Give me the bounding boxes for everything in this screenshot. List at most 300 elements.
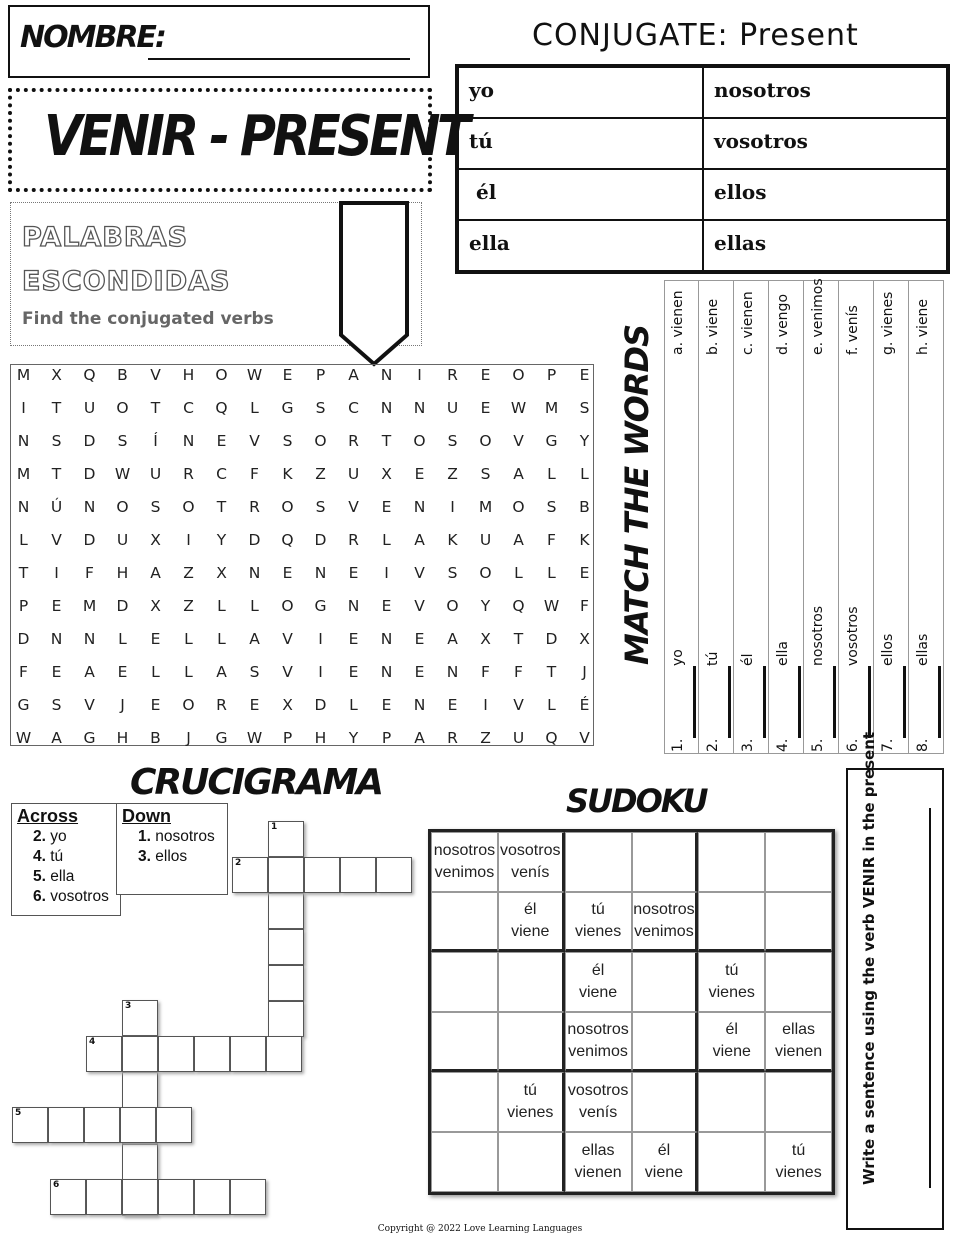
crossword-cell[interactable] <box>268 965 304 1001</box>
word-search-letter[interactable]: E <box>348 663 359 681</box>
word-search-letter[interactable]: R <box>216 696 227 714</box>
conjugation-cell[interactable]: tú <box>458 118 703 169</box>
word-search-letter[interactable]: P <box>546 366 557 384</box>
crossword-cell[interactable] <box>304 857 340 893</box>
conjugation-cell[interactable]: ellos <box>703 169 947 220</box>
word-search-letter[interactable]: O <box>446 597 459 615</box>
crossword-cell[interactable] <box>122 1036 158 1072</box>
sudoku-cell[interactable] <box>498 832 565 892</box>
sudoku-cell[interactable] <box>765 952 832 1012</box>
word-search-letter[interactable]: V <box>414 564 425 582</box>
conjugation-cell[interactable]: vosotros <box>703 118 947 169</box>
word-search-letter[interactable]: O <box>182 696 195 714</box>
word-search-letter[interactable]: E <box>414 465 425 483</box>
sudoku-cell[interactable] <box>698 1012 765 1072</box>
conjugation-cell[interactable]: ella <box>458 220 703 271</box>
word-search-letter[interactable]: F <box>85 564 94 582</box>
word-search-letter[interactable]: S <box>249 663 260 681</box>
crossword-cell[interactable] <box>194 1036 230 1072</box>
crossword-cell[interactable] <box>122 1179 158 1215</box>
word-search-letter[interactable]: B <box>117 366 128 384</box>
word-search-letter[interactable]: E <box>348 630 359 648</box>
word-search-letter[interactable]: T <box>51 399 62 417</box>
word-search-letter[interactable]: Q <box>281 531 294 549</box>
word-search-letter[interactable]: D <box>83 432 96 450</box>
sudoku-cell[interactable] <box>431 952 498 1012</box>
word-search-letter[interactable]: I <box>450 498 455 516</box>
word-search-letter[interactable]: B <box>579 498 590 516</box>
word-search-letter[interactable]: Y <box>216 531 227 549</box>
sudoku-cell[interactable] <box>632 1012 699 1072</box>
sudoku-cell[interactable] <box>632 832 699 892</box>
word-search-letter[interactable]: G <box>17 696 30 714</box>
word-search-letter[interactable]: I <box>318 630 323 648</box>
match-number: 4. <box>775 738 791 752</box>
word-search-letter[interactable]: O <box>116 399 129 417</box>
match-answer-line[interactable] <box>693 666 696 738</box>
word-search-letter[interactable]: G <box>83 729 96 747</box>
word-search-letter[interactable]: N <box>314 564 327 582</box>
word-search-letter[interactable]: Q <box>215 399 228 417</box>
word-search-letter[interactable]: E <box>579 366 590 384</box>
word-search-letter[interactable]: O <box>512 366 525 384</box>
word-search-letter[interactable]: Y <box>480 597 491 615</box>
word-search-letter[interactable]: N <box>83 498 96 516</box>
sudoku-cell[interactable] <box>632 892 699 952</box>
crossword-cell[interactable] <box>266 1036 302 1072</box>
word-search-letter[interactable]: N <box>50 630 63 648</box>
word-search-letter[interactable]: V <box>348 498 359 516</box>
crossword-cell[interactable] <box>340 857 376 893</box>
word-search-letter[interactable]: N <box>380 366 393 384</box>
word-search-letter[interactable]: C <box>348 399 359 417</box>
word-search-letter[interactable]: M <box>544 399 559 417</box>
word-search-letter[interactable]: Z <box>480 729 491 747</box>
word-search-letter[interactable]: L <box>118 630 127 648</box>
word-search-letter[interactable]: V <box>513 696 524 714</box>
word-search-letter[interactable]: V <box>150 366 161 384</box>
word-search-letter[interactable]: Z <box>315 465 326 483</box>
word-search-letter[interactable]: N <box>413 696 426 714</box>
word-search-letter[interactable]: I <box>21 399 26 417</box>
word-search-letter[interactable]: D <box>314 531 327 549</box>
word-search-letter[interactable]: L <box>514 564 523 582</box>
word-search-letter[interactable]: P <box>282 729 293 747</box>
word-search-letter[interactable]: O <box>281 498 294 516</box>
word-search-letter[interactable]: V <box>579 729 590 747</box>
write-sentence-line[interactable] <box>929 808 931 1188</box>
word-search-letter[interactable]: E <box>51 663 62 681</box>
word-search-letter[interactable]: H <box>314 729 327 747</box>
conjugation-cell[interactable]: él <box>458 169 703 220</box>
word-search-letter[interactable]: L <box>19 531 28 549</box>
word-search-letter[interactable]: V <box>51 531 62 549</box>
word-search-letter[interactable]: X <box>216 564 227 582</box>
sudoku-cell[interactable] <box>565 892 632 952</box>
sudoku-cell[interactable] <box>565 1072 632 1132</box>
word-search-letter[interactable]: N <box>380 399 393 417</box>
word-search-letter[interactable]: F <box>250 465 259 483</box>
word-search-letter[interactable]: R <box>348 531 359 549</box>
word-search-letter[interactable]: U <box>116 531 129 549</box>
word-search-letter[interactable]: O <box>479 432 492 450</box>
word-search-letter[interactable]: N <box>248 564 261 582</box>
word-search-letter[interactable]: E <box>282 564 293 582</box>
word-search-letter[interactable]: W <box>510 399 527 417</box>
word-search-letter[interactable]: Z <box>183 597 194 615</box>
word-search-letter[interactable]: R <box>447 729 458 747</box>
match-answer-line[interactable] <box>938 666 941 738</box>
word-search-letter[interactable]: L <box>250 399 259 417</box>
word-search-letter[interactable]: O <box>479 564 492 582</box>
word-search-letter[interactable]: E <box>117 663 128 681</box>
crossword-cell[interactable] <box>84 1107 120 1143</box>
crossword-cell[interactable] <box>158 1036 194 1072</box>
word-search-letter[interactable]: M <box>82 597 97 615</box>
match-answer-line[interactable] <box>868 666 871 738</box>
crossword-cell[interactable] <box>230 1179 266 1215</box>
word-search-letter[interactable]: U <box>512 729 525 747</box>
word-search-letter[interactable]: U <box>149 465 162 483</box>
word-search-letter[interactable]: M <box>16 366 31 384</box>
word-search-letter[interactable]: E <box>414 663 425 681</box>
word-search-letter[interactable]: N <box>17 498 30 516</box>
word-search-letter[interactable]: E <box>381 696 392 714</box>
word-search-letter[interactable]: K <box>282 465 293 483</box>
word-search-letter[interactable]: U <box>83 399 96 417</box>
word-search-letter[interactable]: W <box>246 366 263 384</box>
word-search-letter[interactable]: A <box>414 531 425 549</box>
word-search-letter[interactable]: D <box>248 531 261 549</box>
word-search-letter[interactable]: N <box>380 630 393 648</box>
word-search-letter[interactable]: L <box>217 630 226 648</box>
word-search-letter[interactable]: A <box>447 630 458 648</box>
word-search-letter[interactable]: L <box>382 531 391 549</box>
word-search-letter[interactable]: E <box>249 696 260 714</box>
word-search-letter[interactable]: O <box>314 432 327 450</box>
word-search-letter[interactable]: Y <box>348 729 359 747</box>
word-search-letter[interactable]: L <box>151 663 160 681</box>
sudoku-cell[interactable] <box>698 1072 765 1132</box>
word-search-letter[interactable]: I <box>318 663 323 681</box>
word-search-letter[interactable]: R <box>249 498 260 516</box>
word-search-letter[interactable]: I <box>417 366 422 384</box>
match-answer-line[interactable] <box>798 666 801 738</box>
crossword-cell[interactable] <box>268 929 304 965</box>
word-search-letter[interactable]: A <box>249 630 260 648</box>
word-search-letter[interactable]: H <box>116 564 129 582</box>
conjugation-cell[interactable]: yo <box>458 67 703 118</box>
word-search-letter[interactable]: W <box>15 729 32 747</box>
crossword-cell[interactable] <box>122 1072 158 1108</box>
sudoku-cell[interactable] <box>765 1012 832 1072</box>
word-search-letter[interactable]: V <box>249 432 260 450</box>
word-search-letter[interactable]: Í <box>153 432 158 450</box>
conjugation-cell[interactable]: nosotros <box>703 67 947 118</box>
word-search-letter[interactable]: A <box>513 531 524 549</box>
word-search-letter[interactable]: T <box>150 399 161 417</box>
word-search-letter[interactable]: Z <box>183 564 194 582</box>
word-search-letter[interactable]: S <box>480 465 491 483</box>
sudoku-cell[interactable] <box>565 1132 632 1192</box>
word-search-letter[interactable]: N <box>413 498 426 516</box>
sudoku-cell[interactable] <box>431 1132 498 1192</box>
word-search-letter[interactable]: O <box>116 498 129 516</box>
sudoku-cell[interactable] <box>765 892 832 952</box>
word-search-letter[interactable]: L <box>250 597 259 615</box>
crossword-cell[interactable] <box>268 1001 304 1037</box>
word-search-letter[interactable]: X <box>381 465 392 483</box>
word-search-letter[interactable]: X <box>150 531 161 549</box>
word-search-letter[interactable]: Ú <box>50 498 63 516</box>
word-search-letter[interactable]: G <box>281 399 294 417</box>
match-answer-line[interactable] <box>763 666 766 738</box>
word-search-letter[interactable]: Y <box>579 432 590 450</box>
crossword-cell[interactable] <box>122 1144 158 1180</box>
word-search-letter[interactable]: P <box>18 597 29 615</box>
word-search-letter[interactable]: H <box>116 729 129 747</box>
word-search-letter[interactable]: J <box>120 696 125 714</box>
crossword-cell[interactable] <box>230 1036 266 1072</box>
word-search-letter[interactable]: O <box>182 498 195 516</box>
word-search-letter[interactable]: S <box>447 432 458 450</box>
word-search-letter[interactable]: É <box>579 696 590 714</box>
word-search-letter[interactable]: J <box>582 663 587 681</box>
word-search-letter[interactable]: N <box>83 630 96 648</box>
sudoku-cell[interactable] <box>431 1012 498 1072</box>
word-search-letter[interactable]: H <box>182 366 195 384</box>
word-search-letter[interactable]: V <box>513 432 524 450</box>
match-answer-line[interactable] <box>728 666 731 738</box>
crossword-cell[interactable] <box>86 1179 122 1215</box>
word-search-letter[interactable]: T <box>51 465 62 483</box>
word-search-letter[interactable]: A <box>513 465 524 483</box>
word-search-letter[interactable]: F <box>514 663 523 681</box>
word-search-letter[interactable]: X <box>282 696 293 714</box>
word-search-letter[interactable]: P <box>381 729 392 747</box>
word-search-letter[interactable]: G <box>314 597 327 615</box>
crossword-cell[interactable] <box>194 1179 230 1215</box>
word-search-letter[interactable]: M <box>16 465 31 483</box>
word-search-letter[interactable]: N <box>182 432 195 450</box>
word-search-letter[interactable]: I <box>54 564 59 582</box>
word-search-letter[interactable]: G <box>545 432 558 450</box>
word-search-letter[interactable]: U <box>347 465 360 483</box>
word-search-letter[interactable]: G <box>215 729 228 747</box>
sudoku-cell[interactable] <box>698 952 765 1012</box>
word-search-letter[interactable]: A <box>84 663 95 681</box>
word-search-letter[interactable]: F <box>580 597 589 615</box>
word-search-letter[interactable]: A <box>348 366 359 384</box>
crossword-cell[interactable] <box>158 1179 194 1215</box>
word-search-letter[interactable]: O <box>281 597 294 615</box>
word-search-letter[interactable]: R <box>447 366 458 384</box>
word-search-letter[interactable]: B <box>150 729 161 747</box>
crucigrama-title: CRUCIGRAMA <box>130 762 383 803</box>
word-search-letter[interactable]: J <box>186 729 191 747</box>
crossword-cell[interactable] <box>268 857 304 893</box>
sudoku-cell[interactable] <box>498 1012 565 1072</box>
sudoku-cell[interactable] <box>498 892 565 952</box>
word-search-letter[interactable]: L <box>184 630 193 648</box>
word-search-letter[interactable]: N <box>347 597 360 615</box>
sudoku-cell-text: él <box>524 901 537 918</box>
word-search-letter[interactable]: O <box>215 366 228 384</box>
word-search-letter[interactable]: S <box>447 564 458 582</box>
word-search-letter[interactable]: W <box>543 597 560 615</box>
word-search-letter[interactable]: S <box>282 432 293 450</box>
word-search-letter[interactable]: X <box>480 630 491 648</box>
word-search-letter[interactable]: S <box>51 432 62 450</box>
word-search-letter[interactable]: S <box>315 498 326 516</box>
word-search-letter[interactable]: S <box>51 696 62 714</box>
sudoku-cell[interactable] <box>431 832 498 892</box>
crossword-cell[interactable] <box>48 1107 84 1143</box>
name-input-line[interactable] <box>148 58 410 60</box>
word-search-letter[interactable]: E <box>414 630 425 648</box>
word-search-letter[interactable]: V <box>282 630 293 648</box>
word-search-letter[interactable]: E <box>282 366 293 384</box>
word-search-letter[interactable]: U <box>479 531 492 549</box>
word-search-letter[interactable]: L <box>217 597 226 615</box>
word-search-letter[interactable]: T <box>381 432 392 450</box>
word-search-letter[interactable]: D <box>314 696 327 714</box>
word-search-letter[interactable]: Q <box>545 729 558 747</box>
word-search-letter[interactable]: T <box>18 564 29 582</box>
word-search-letter[interactable]: A <box>150 564 161 582</box>
word-search-letter[interactable]: E <box>348 564 359 582</box>
word-search-letter[interactable]: Q <box>512 597 525 615</box>
sudoku-cell[interactable] <box>431 1072 498 1132</box>
sudoku-cell[interactable] <box>632 1072 699 1132</box>
word-search-letter[interactable]: W <box>114 465 131 483</box>
word-search-letter[interactable]: A <box>51 729 62 747</box>
word-search-letter[interactable]: D <box>83 465 96 483</box>
match-answer-line[interactable] <box>833 666 836 738</box>
word-search-letter[interactable]: L <box>580 465 589 483</box>
word-search-letter[interactable]: V <box>84 696 95 714</box>
word-search-letter[interactable]: E <box>150 696 161 714</box>
word-search-letter[interactable]: M <box>478 498 493 516</box>
word-search-letter[interactable]: N <box>413 399 426 417</box>
word-search-letter[interactable]: S <box>579 399 590 417</box>
word-search-letter[interactable]: E <box>381 597 392 615</box>
word-search-letter[interactable]: D <box>17 630 30 648</box>
word-search-letter[interactable]: L <box>184 663 193 681</box>
word-search-letter[interactable]: C <box>216 465 227 483</box>
sudoku-cell[interactable] <box>765 832 832 892</box>
sudoku-cell-text: vosotros <box>567 1082 629 1099</box>
crossword-cell[interactable] <box>376 857 412 893</box>
word-search-letter[interactable]: Q <box>83 366 96 384</box>
sudoku-cell[interactable] <box>498 1072 565 1132</box>
word-search-letter[interactable]: F <box>481 663 490 681</box>
sudoku-cell[interactable] <box>765 1072 832 1132</box>
word-search-letter[interactable]: D <box>116 597 129 615</box>
word-search-letter[interactable]: E <box>579 564 590 582</box>
word-search-letter[interactable]: D <box>83 531 96 549</box>
sudoku-cell[interactable] <box>565 1012 632 1072</box>
word-search-letter[interactable]: I <box>186 531 191 549</box>
word-search-letter[interactable]: F <box>19 663 28 681</box>
crossword-cell[interactable] <box>156 1107 192 1143</box>
word-search-letter[interactable]: E <box>480 366 491 384</box>
sudoku-cell[interactable] <box>698 892 765 952</box>
word-search-letter[interactable]: E <box>447 696 458 714</box>
sudoku-cell[interactable] <box>765 1132 832 1192</box>
word-search-letter[interactable]: N <box>17 432 30 450</box>
sudoku-cell[interactable] <box>498 1132 565 1192</box>
word-search-letter[interactable]: X <box>579 630 590 648</box>
word-search-letter[interactable]: S <box>546 498 557 516</box>
word-search-letter[interactable]: N <box>446 663 459 681</box>
word-search-letter[interactable]: W <box>246 729 263 747</box>
word-search-letter[interactable]: L <box>349 696 358 714</box>
word-search-letter[interactable]: Z <box>447 465 458 483</box>
word-search-letter[interactable]: K <box>579 531 590 549</box>
word-search-letter[interactable]: A <box>414 729 425 747</box>
sudoku-cell[interactable] <box>431 892 498 952</box>
crossword-cell[interactable] <box>268 893 304 929</box>
word-search-letter[interactable]: V <box>414 597 425 615</box>
sudoku-cell[interactable] <box>565 952 632 1012</box>
word-search-letter[interactable]: S <box>150 498 161 516</box>
sudoku-cell[interactable] <box>632 1132 699 1192</box>
word-search-letter[interactable]: L <box>547 696 556 714</box>
word-search-letter[interactable]: X <box>51 366 62 384</box>
word-search-letter[interactable]: E <box>381 498 392 516</box>
word-search-letter[interactable]: I <box>384 564 389 582</box>
word-search-letter[interactable]: C <box>183 399 194 417</box>
word-search-letter[interactable]: R <box>348 432 359 450</box>
word-search-letter[interactable]: L <box>547 564 556 582</box>
sudoku-cell[interactable] <box>498 952 565 1012</box>
word-search-letter[interactable]: O <box>512 498 525 516</box>
match-answer-line[interactable] <box>903 666 906 738</box>
word-search-letter[interactable]: L <box>547 465 556 483</box>
word-search-letter[interactable]: I <box>483 696 488 714</box>
word-search-letter[interactable]: X <box>150 597 161 615</box>
word-search-letter[interactable]: S <box>315 399 326 417</box>
conjugation-cell[interactable]: ellas <box>703 220 947 271</box>
word-search-letter[interactable]: E <box>150 630 161 648</box>
word-search-letter[interactable]: E <box>216 432 227 450</box>
word-search-letter[interactable]: E <box>480 399 491 417</box>
word-search-letter[interactable]: K <box>447 531 458 549</box>
match-number: 8. <box>915 738 931 752</box>
word-search-letter[interactable]: S <box>117 432 128 450</box>
word-search-letter[interactable]: T <box>513 630 524 648</box>
sudoku-cell[interactable] <box>565 832 632 892</box>
sudoku-cell[interactable] <box>632 952 699 1012</box>
word-search-letter[interactable]: R <box>183 465 194 483</box>
word-search-letter[interactable]: V <box>282 663 293 681</box>
word-search-letter[interactable]: T <box>216 498 227 516</box>
word-search-letter[interactable]: F <box>547 531 556 549</box>
word-search-letter[interactable]: O <box>413 432 426 450</box>
word-search-letter[interactable]: A <box>216 663 227 681</box>
word-search-letter[interactable]: U <box>446 399 459 417</box>
word-search-letter[interactable]: T <box>546 663 557 681</box>
sudoku-cell[interactable] <box>698 1132 765 1192</box>
sudoku-cell-text: tú <box>791 1142 806 1159</box>
word-search-letter[interactable]: E <box>51 597 62 615</box>
word-search-letter[interactable]: P <box>315 366 326 384</box>
word-search-letter[interactable]: D <box>545 630 558 648</box>
crossword-cell[interactable] <box>120 1107 156 1143</box>
word-search-letter[interactable]: N <box>380 663 393 681</box>
sudoku-cell[interactable] <box>698 832 765 892</box>
